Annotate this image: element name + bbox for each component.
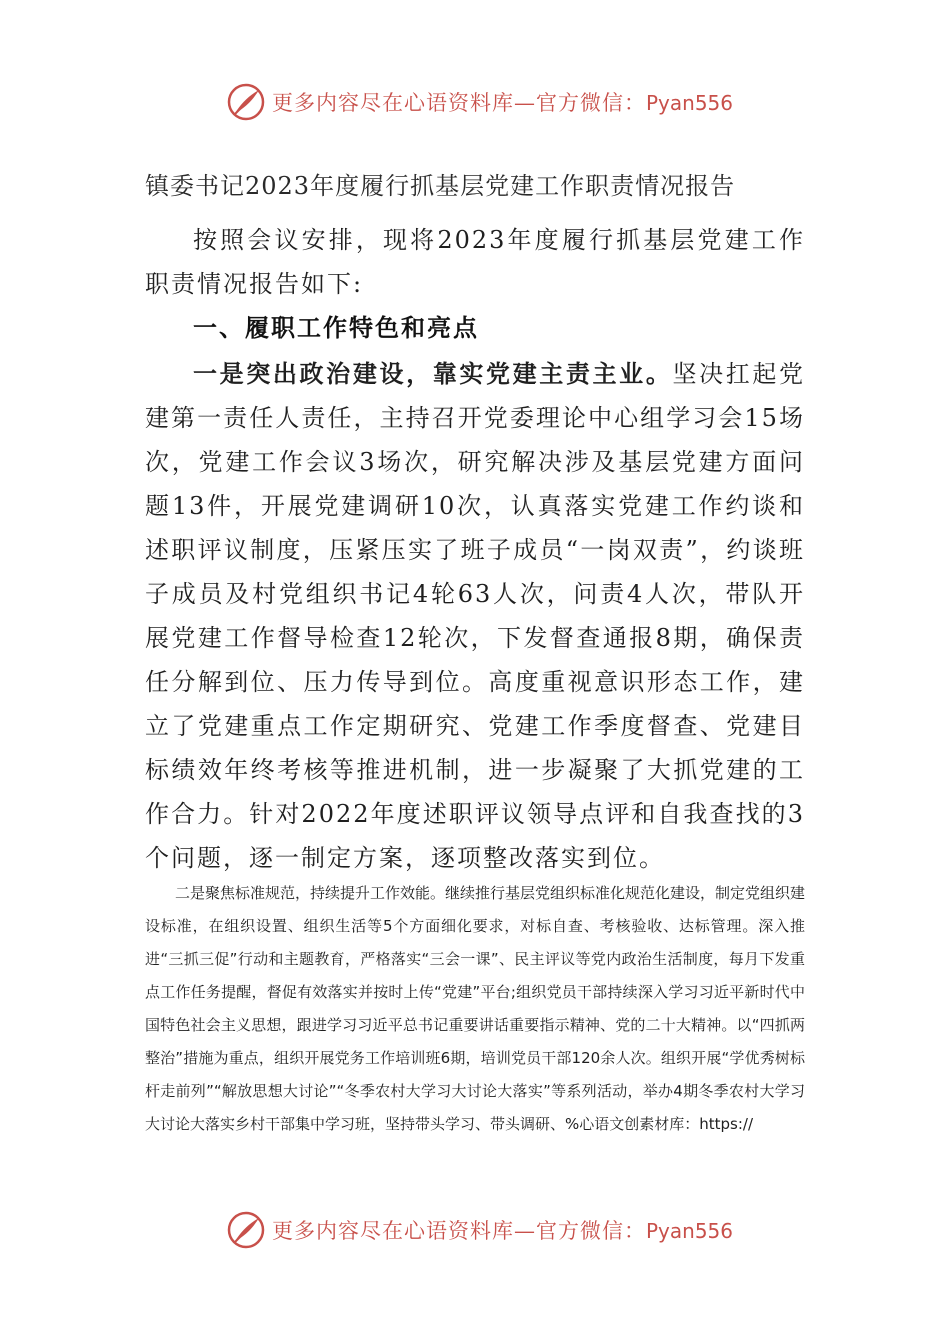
document-title: 镇委书记2023年度履行抓基层党建工作职责情况报告 [145, 172, 736, 200]
item-one-body: 坚决扛起党建第一责任人责任，主持召开党委理论中心组学习会15场次，党建工作会议3场次，研究解决涉及基层党建方面问题13件，开展党建调研10次，认真落实党建工作约谈和述职评议制度，压紧压实了班子成员“一岗双责”，约谈班子成员及村党组织书记4轮63人次，问责4人次，带队开展党建工作督导检查12轮次，下发督查通报8期，确保责任分解到位、压力传导到位。高度重视意识形态工作，建立了党建重点工作定期研究、党建工作季度督查、党建目标绩效年终考核等推进机制，进一步凝聚了大抓党建的工作合力。针对2022年度述职评议领导点评和自我查找的3个问题，逐一制定方案，逐项整改落实到位。 [145, 360, 805, 872]
banner-label: 更多内容尽在心语资料库—官方微信： [272, 91, 646, 115]
quill-pen-icon [226, 82, 266, 122]
section-heading: 一、履职工作特色和亮点 [193, 314, 479, 342]
quill-pen-icon [226, 1210, 266, 1250]
item-two-paragraph: 二是聚焦标准规范，持续提升工作效能。继续推行基层党组织标准化规范化建设，制定党组织建设标准，在组织设置、组织生活等5个方面细化要求，对标自查、考核验收、达标管理。深入推进“三抓三促”行动和主题教育，严格落实“三会一课”、民主评议等党内政治生活制度，每月下发重点工作任务提醒，督促有效落实并按时上传“党建”平台;组织党员干部持续深入学习习近平新时代中国特色社会主义思想，跟进学习习近平总书记重要讲话重要指示精神、党的二十大精神。以“四抓两整治”措施为重点，组织开展党务工作培训班6期，培训党员干部120余人次。组织开展“学优秀树标杆走前列”“解放思想大讨论”“冬季农村大学习大讨论大落实”等系列活动，举办4期冬季农村大学习大讨论大落实乡村干部集中学习班，坚持带头学习、带头调研、%心语文创素材库：https:// [145, 884, 806, 1133]
footer-banner [226, 1208, 733, 1252]
banner-text [272, 87, 733, 117]
banner-label: 更多内容尽在心语资料库—官方微信： [272, 1219, 646, 1243]
header-banner [226, 80, 733, 124]
intro-paragraph: 按照会议安排，现将2023年度履行抓基层党建工作职责情况报告如下: [145, 226, 805, 298]
banner-wechat-id: Pyan556 [646, 1219, 734, 1243]
item-one-paragraph [145, 352, 805, 880]
banner-wechat-id: Pyan556 [646, 91, 734, 115]
banner-text [272, 1215, 733, 1245]
item-one-lead: 一是突出政治建设，靠实党建主责主业。 [193, 360, 673, 388]
